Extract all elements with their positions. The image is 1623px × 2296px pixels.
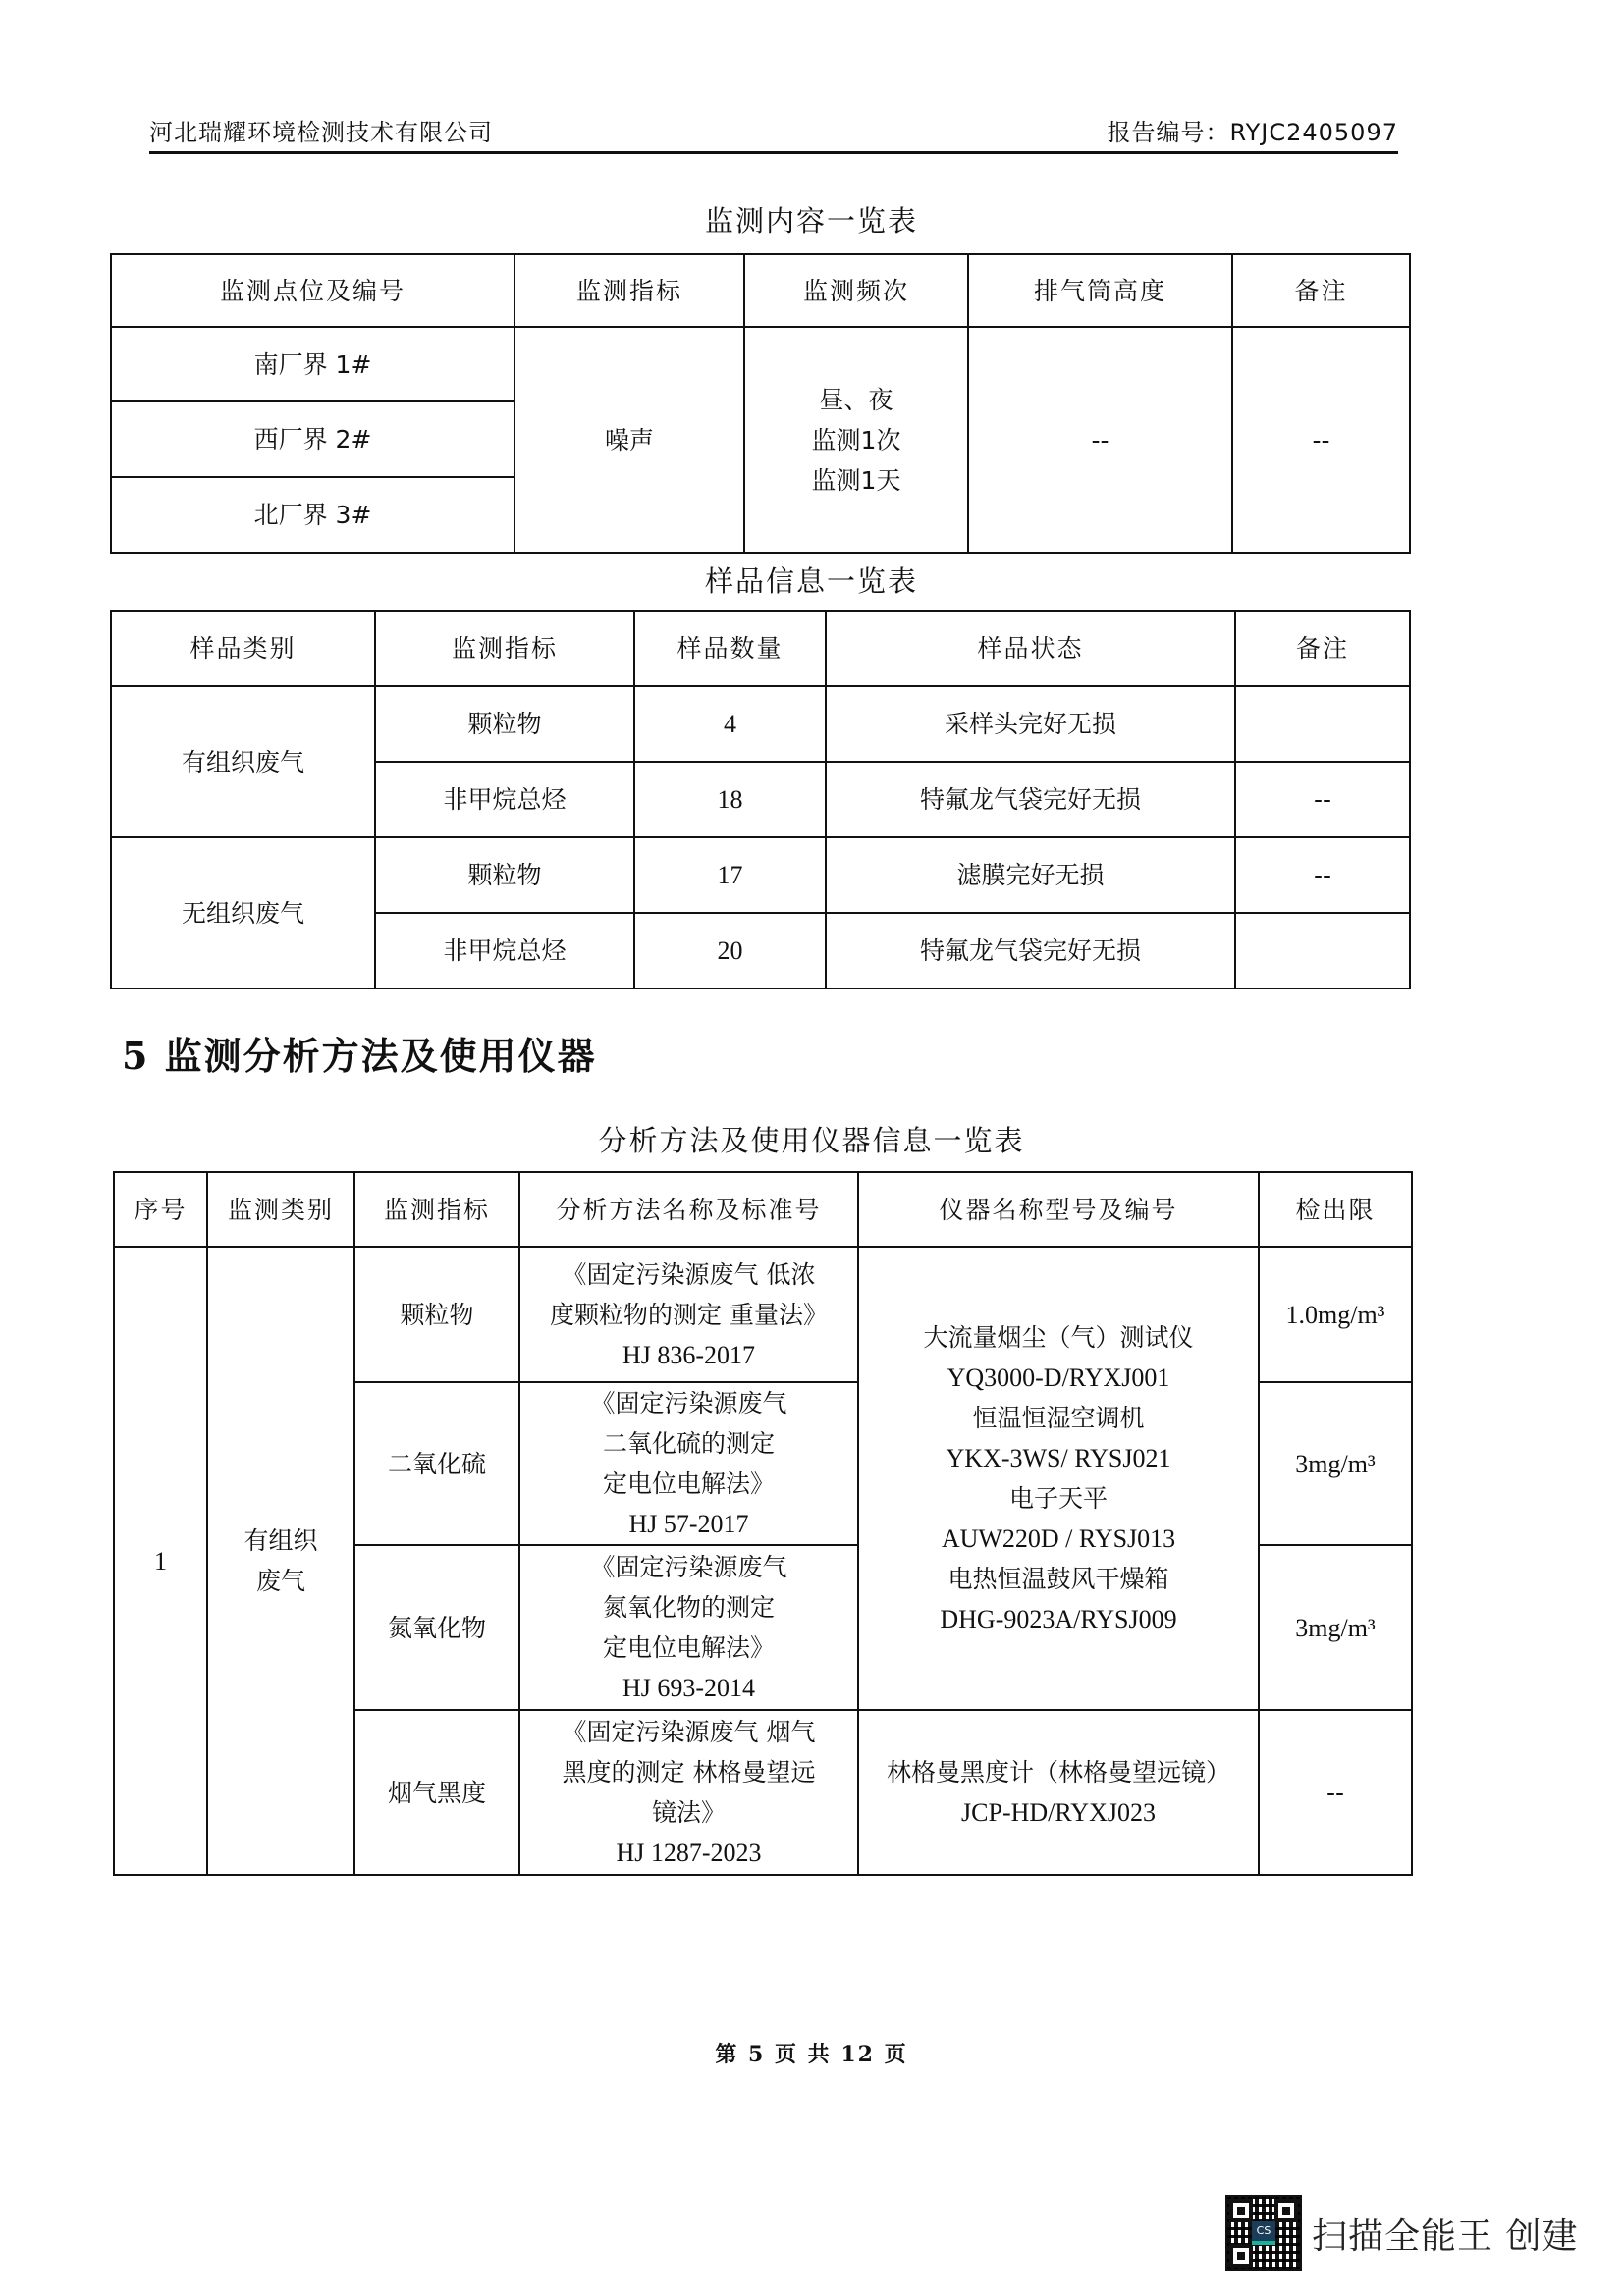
- method-line: 《固定污染源废气 烟气: [562, 1718, 816, 1746]
- detection-limit: --: [1259, 1710, 1412, 1875]
- monitoring-point: 北厂界 3#: [111, 477, 514, 553]
- method-line: 《固定污染源废气 低浓: [562, 1259, 816, 1289]
- instrument-line: AUW220D / RYSJ013: [941, 1524, 1176, 1553]
- method-line: 《固定污染源废气: [590, 1389, 787, 1417]
- method-line: 定电位电解法》: [602, 1633, 775, 1662]
- monitoring-content-title: 监测内容一览表: [704, 204, 918, 238]
- category-line: 废气: [255, 1567, 305, 1595]
- method-standard: HJ 836-2017: [622, 1340, 756, 1369]
- analysis-indicator: 二氧化硫: [354, 1382, 519, 1545]
- column-header: 监测指标: [375, 611, 634, 686]
- column-header: 监测点位及编号: [111, 254, 514, 327]
- column-header: 备注: [1232, 254, 1410, 327]
- qr-finder: [1274, 2199, 1298, 2222]
- column-header: 样品数量: [634, 611, 826, 686]
- method-line: 镜法》: [651, 1798, 726, 1827]
- detection-limit: 3mg/m³: [1259, 1545, 1412, 1710]
- instrument-list: [858, 1710, 1259, 1875]
- method-line: 度颗粒物的测定 重量法》: [550, 1300, 828, 1329]
- sample-remark: [1235, 913, 1410, 988]
- table-row: [114, 1247, 1412, 1382]
- method-standard: HJ 57-2017: [628, 1510, 749, 1538]
- instrument-line: 恒温恒湿空调机: [972, 1404, 1145, 1432]
- analysis-method: [519, 1545, 858, 1710]
- method-line: 二氧化硫的测定: [602, 1429, 775, 1458]
- instrument-line: YQ3000-D/RYXJ001: [947, 1363, 1170, 1392]
- table-row: [111, 327, 1410, 401]
- qr-finder: [1229, 2244, 1253, 2268]
- frequency-line: 监测1天: [811, 465, 901, 495]
- sample-count: 4: [634, 686, 826, 762]
- frequency-line: 监测1次: [811, 425, 901, 454]
- table-header-row: [114, 1172, 1412, 1247]
- sample-status: 采样头完好无损: [826, 686, 1235, 762]
- table-row: [111, 837, 1410, 913]
- sample-status: 滤膜完好无损: [826, 837, 1235, 913]
- analysis-indicator: 颗粒物: [354, 1247, 519, 1382]
- camscanner-logo-icon: CS: [1252, 2221, 1275, 2245]
- frequency-line: 昼、夜: [819, 385, 893, 414]
- analysis-method: [519, 1247, 858, 1382]
- page-header: [149, 116, 1398, 154]
- analysis-indicator: 烟气黑度: [354, 1710, 519, 1875]
- monitoring-category: [207, 1247, 354, 1875]
- monitoring-content-table: [110, 253, 1411, 554]
- analysis-table: [113, 1171, 1413, 1876]
- instrument-line: YKX-3WS/ RYSJ021: [946, 1444, 1171, 1472]
- monitoring-frequency: [744, 327, 968, 553]
- sample-indicator: 非甲烷总烃: [375, 762, 634, 837]
- sample-remark: [1235, 686, 1410, 762]
- qr-finder: [1229, 2199, 1253, 2222]
- table-row: [111, 686, 1410, 762]
- sample-remark: --: [1235, 837, 1410, 913]
- column-header: 排气筒高度: [968, 254, 1232, 327]
- analysis-title: 分析方法及使用仪器信息一览表: [598, 1124, 1025, 1157]
- report-number: 报告编号：RYJC2405097: [1107, 119, 1398, 146]
- instrument-line: JCP-HD/RYXJ023: [961, 1798, 1156, 1827]
- sample-category: 无组织废气: [111, 837, 375, 988]
- column-header: 仪器名称型号及编号: [858, 1172, 1259, 1247]
- monitoring-point: 南厂界 1#: [111, 327, 514, 401]
- column-header: 监测指标: [514, 254, 744, 327]
- scanner-watermark: [1225, 2194, 1578, 2272]
- table-header-row: [111, 611, 1410, 686]
- watermark-text: 扫描全能王 创建: [1312, 2216, 1579, 2257]
- sample-count: 17: [634, 837, 826, 913]
- instrument-line: DHG-9023A/RYSJ009: [940, 1605, 1177, 1633]
- stack-height: --: [968, 327, 1232, 553]
- detection-limit: 3mg/m³: [1259, 1382, 1412, 1545]
- category-line: 有组织: [243, 1526, 318, 1555]
- sample-status: 特氟龙气袋完好无损: [826, 913, 1235, 988]
- sequence-number: 1: [114, 1247, 207, 1875]
- sample-count: 18: [634, 762, 826, 837]
- column-header: 样品类别: [111, 611, 375, 686]
- instrument-line: 林格曼黑度计（林格曼望远镜）: [886, 1758, 1230, 1787]
- sample-remark: --: [1235, 762, 1410, 837]
- monitoring-point: 西厂界 2#: [111, 401, 514, 477]
- method-line: 《固定污染源废气: [590, 1553, 787, 1581]
- sample-indicator: 颗粒物: [375, 837, 634, 913]
- method-standard: HJ 1287-2023: [616, 1839, 762, 1867]
- column-header: 分析方法名称及标准号: [519, 1172, 858, 1247]
- sample-category: 有组织废气: [111, 686, 375, 837]
- column-header: 备注: [1235, 611, 1410, 686]
- sample-info-table: [110, 610, 1411, 989]
- page-number: 第 5 页 共 12 页: [715, 2042, 908, 2067]
- instrument-line: 大流量烟尘（气）测试仪: [923, 1323, 1194, 1352]
- column-header: 监测指标: [354, 1172, 519, 1247]
- sample-status: 特氟龙气袋完好无损: [826, 762, 1235, 837]
- sample-info-title: 样品信息一览表: [704, 564, 918, 598]
- column-header: 监测类别: [207, 1172, 354, 1247]
- instrument-line: 电热恒温鼓风干燥箱: [947, 1565, 1169, 1593]
- analysis-indicator: 氮氧化物: [354, 1545, 519, 1710]
- method-line: 黑度的测定 林格曼望远: [562, 1758, 816, 1787]
- instrument-list: [858, 1247, 1259, 1710]
- method-standard: HJ 693-2014: [622, 1674, 756, 1702]
- detection-limit: 1.0mg/m³: [1259, 1247, 1412, 1382]
- instrument-line: 电子天平: [1008, 1484, 1108, 1513]
- method-line: 氮氧化物的测定: [602, 1593, 775, 1622]
- sample-indicator: 非甲烷总烃: [375, 913, 634, 988]
- column-header: 监测频次: [744, 254, 968, 327]
- qr-code-icon: [1225, 2195, 1302, 2271]
- analysis-method: [519, 1710, 858, 1875]
- table-header-row: [111, 254, 1410, 327]
- column-header: 序号: [114, 1172, 207, 1247]
- sample-count: 20: [634, 913, 826, 988]
- column-header: 样品状态: [826, 611, 1235, 686]
- analysis-method: [519, 1382, 858, 1545]
- method-line: 定电位电解法》: [602, 1469, 775, 1498]
- column-header: 检出限: [1259, 1172, 1412, 1247]
- sample-indicator: 颗粒物: [375, 686, 634, 762]
- monitoring-indicator: 噪声: [514, 327, 744, 553]
- company-name: 河北瑞耀环境检测技术有限公司: [149, 119, 493, 146]
- remark: --: [1232, 327, 1410, 553]
- section-heading: 5 监测分析方法及使用仪器: [122, 1034, 597, 1078]
